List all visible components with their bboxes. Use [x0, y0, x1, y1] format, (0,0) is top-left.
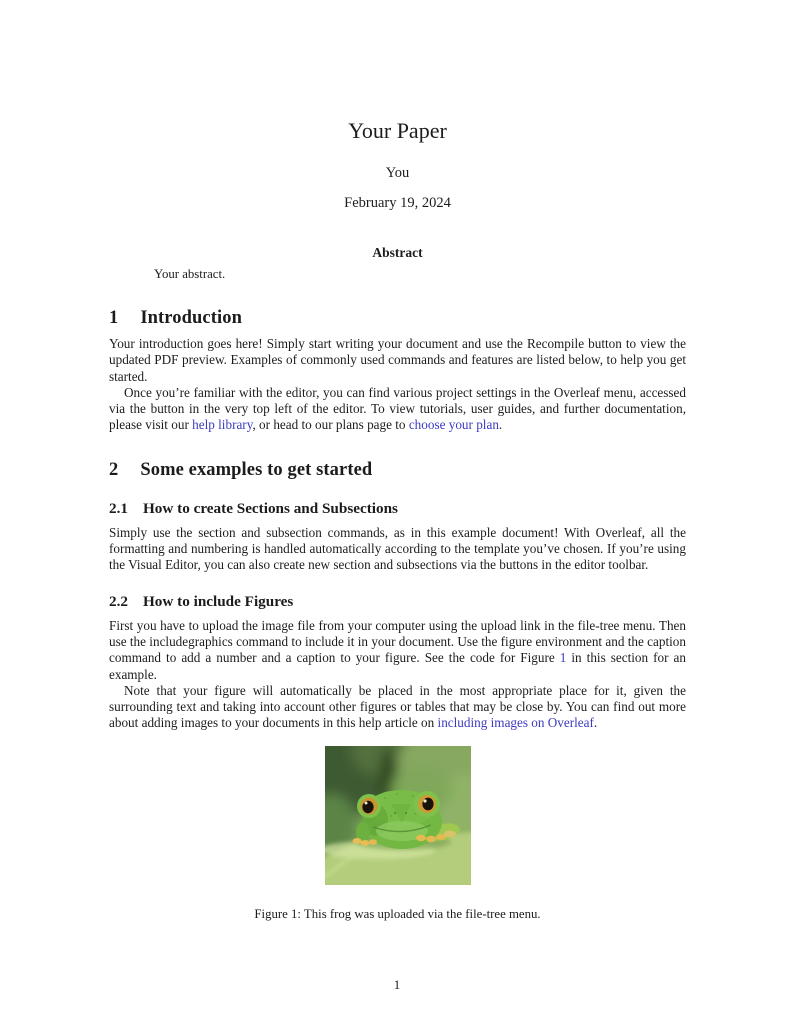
link-including-images-on-overleaf[interactable]: including images on Overleaf — [437, 715, 594, 731]
section-title: Introduction — [140, 308, 242, 328]
subsection-number: 2.2 — [109, 592, 128, 610]
subsection-title: How to include Figures — [142, 592, 294, 610]
paragraph-text: . — [593, 715, 598, 731]
link-choose-your-plan[interactable]: choose your plan — [408, 417, 499, 433]
figures-paragraph-2 — [109, 683, 686, 732]
paragraph-text: . — [498, 417, 503, 433]
subsection-heading-figures — [109, 593, 686, 611]
paragraph-text: Your introduction goes here! Simply start writing your document and use the Recompile button to view the updated PDF preview. Examples of commonly used commands and features are listed below, to help you get started. — [109, 336, 686, 384]
page-number: 1 — [393, 977, 401, 992]
abstract-heading: Abstract — [372, 245, 423, 260]
figures-paragraph-1 — [109, 618, 686, 683]
figure-caption: Figure 1: This frog was uploaded via the file-tree menu. — [254, 906, 541, 921]
section-number: 2 — [109, 459, 119, 480]
section-number: 1 — [109, 308, 119, 328]
subsection-title: How to create Sections and Subsections — [142, 499, 398, 517]
paper-title: Your Paper — [348, 118, 447, 143]
paragraph-text: Note that your figure will automatically be placed in the most appropriate place for it, given the surrounding text and taking into account other figures or tables that may be close by. You can find out more about adding images to your documents in this help article on — [109, 682, 686, 731]
paragraph-text: First you have to upload the image file from your computer using the upload link in the file-tree menu. Then use the includegraphics command to include it in your document. Use the figure environment and the caption command to add a number and a caption to your figure. See the code for Figure — [109, 617, 686, 666]
figure-1 — [109, 746, 686, 890]
abstract-body: Your abstract. — [154, 267, 226, 281]
paragraph-text: Simply use the section and subsection commands, as in this example document! With Overleaf, all the formatting and numbering is handled automatically according to the template you’ve chosen. If you’re using the Visual Editor, you can also create new section and subsections via the buttons in the editor toolbar. — [109, 524, 686, 573]
paragraph-text: in this section for an example. — [109, 650, 686, 682]
figure-ref-link[interactable]: 1 — [559, 650, 567, 666]
paper-date: February 19, 2024 — [344, 195, 451, 211]
section-heading-introduction — [109, 308, 686, 329]
sections-paragraph-1 — [109, 525, 686, 574]
document-content — [109, 0, 686, 922]
subsection-number: 2.1 — [109, 499, 128, 517]
intro-paragraph-1 — [109, 336, 686, 385]
paragraph-text: , or head to our plans page to — [252, 417, 409, 433]
section-heading-examples — [109, 460, 686, 481]
frog-photo — [325, 746, 471, 885]
intro-paragraph-2 — [109, 385, 686, 434]
section-title: Some examples to get started — [140, 459, 373, 480]
paper-author: You — [385, 165, 410, 181]
link-help-library[interactable]: help library — [192, 417, 253, 433]
subsection-heading-sections — [109, 500, 686, 518]
paragraph-text: Once you’re familiar with the editor, you can find various project settings in the Overleaf menu, accessed via the button in the very top left of the editor. To view tutorials, user guides, and further documentation, please visit our — [109, 384, 686, 433]
